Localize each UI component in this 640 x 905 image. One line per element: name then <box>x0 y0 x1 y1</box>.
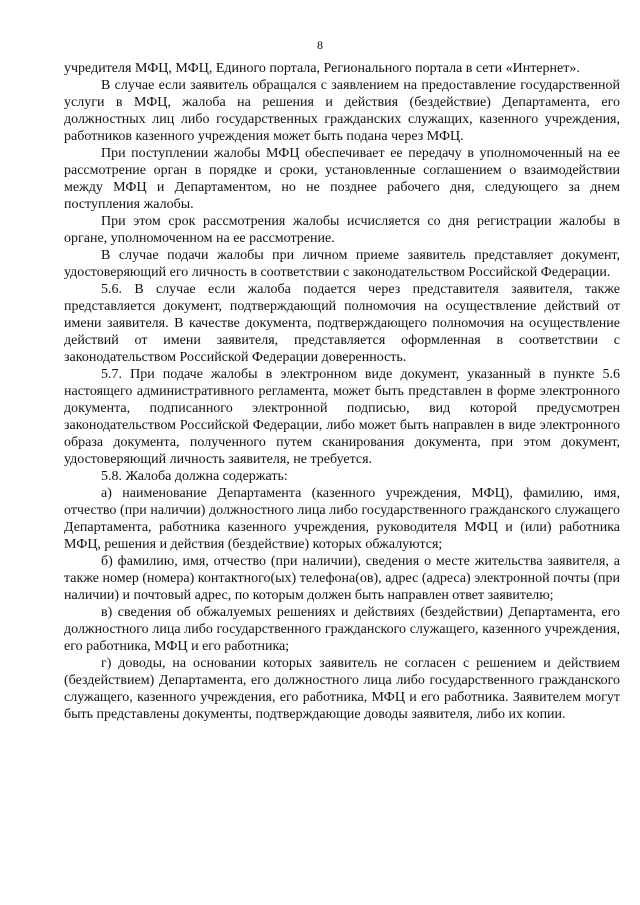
paragraph-section-5-6: 5.6. В случае если жалоба подается через представителя заявителя, также представляется документ, подтверждающий полномочия на осуществление действий от имени заявителя. В качестве документа, подтверждающего полномочия на осуществление действий от имени заявителя, представляется оформленная в соответствии с законодательством Российской Федерации доверенность. <box>64 282 620 365</box>
paragraph-mfc-transfer: При поступлении жалобы МФЦ обеспечивает ее передачу в уполномоченный на ее рассмотрение орган в порядке и сроки, установленные соглашением о взаимодействии между МФЦ и Департаментом, но не позднее рабочего дня, следующего за днем поступления жалобы. <box>64 146 620 212</box>
paragraph-section-5-8: 5.8. Жалоба должна содержать: <box>101 469 288 484</box>
paragraph-continuation: учредителя МФЦ, МФЦ, Единого портала, Регионального портала в сети «Интернет». <box>64 61 580 76</box>
paragraph-item-v: в) сведения об обжалуемых решениях и действиях (бездействии) Департамента, его должностного лица либо государственного гражданского служащего, казенного учреждения, его работника, МФЦ и его работника; <box>64 605 620 654</box>
paragraph-personal-reception: В случае подачи жалобы при личном приеме заявитель представляет документ, удостоверяющий его личность в соответствии с законодательством Российской Федерации. <box>64 248 620 280</box>
paragraph-mfc-submission: В случае если заявитель обращался с заявлением на предоставление государственной услуги в МФЦ, жалоба на решения и действия (бездействие) Департамента, его должностных лиц либо государственных гражданских служащих, казенного учреждения, работников казенного учреждения может быть подана через МФЦ. <box>64 78 620 144</box>
paragraph-item-g: г) доводы, на основании которых заявитель не согласен с решением и действием (бездействием) Департамента, его должностного лица либо государственного гражданского служащего, казенного учреждения, его работника, МФЦ и его работника. Заявителем могут быть представлены документы, подтверждающие доводы заявителя, либо их копии. <box>64 656 620 722</box>
paragraph-review-term: При этом срок рассмотрения жалобы исчисляется со дня регистрации жалобы в органе, уполномоченном на ее рассмотрение. <box>64 214 620 246</box>
paragraph-item-a: а) наименование Департамента (казенного учреждения, МФЦ), фамилию, имя, отчество (при наличии) должностного лица либо государственного гражданского служащего Департамента, работника казенного учреждения, руководителя МФЦ и (или) работника МФЦ, решения и действия (бездействие) которых обжалуются; <box>64 486 620 552</box>
page-number: 8 <box>317 38 323 52</box>
paragraph-item-b: б) фамилию, имя, отчество (при наличии), сведения о месте жительства заявителя, а также номер (номера) контактного(ых) телефона(ов), адрес (адреса) электронной почты (при наличии) и почтовый адрес, по которым должен быть направлен ответ заявителю; <box>64 554 620 603</box>
paragraph-section-5-7: 5.7. При подаче жалобы в электронном виде документ, указанный в пункте 5.6 настоящего административного регламента, может быть представлен в форме электронного документа, подписанного электронной подписью, вид которой предусмотрен законодательством Российской Федерации, либо может быть направлен в виде электронного образа документа, полученного путем сканирования документа, при этом документ, удостоверяющий личность заявителя, не требуется. <box>64 367 620 467</box>
document-body <box>64 60 620 723</box>
